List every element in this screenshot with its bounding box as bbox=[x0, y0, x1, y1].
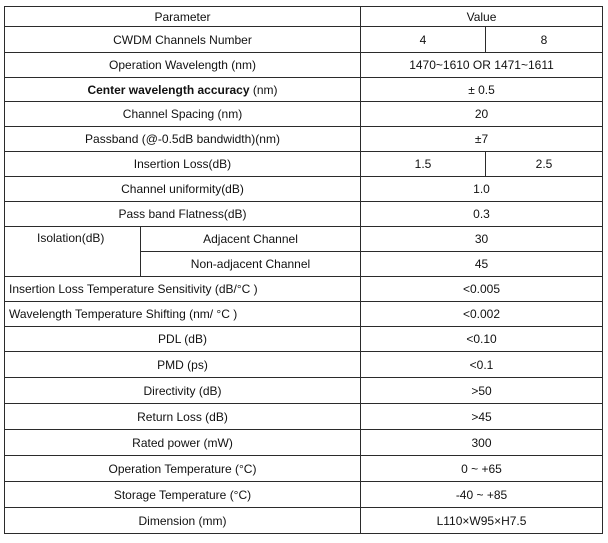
param-cell: Channel Spacing (nm) bbox=[5, 102, 361, 127]
param-cell: Operation Temperature (°C) bbox=[5, 456, 361, 482]
header-row bbox=[5, 7, 603, 27]
table-row bbox=[5, 227, 603, 252]
table-row bbox=[5, 456, 603, 482]
value-cell: <0.1 bbox=[361, 352, 603, 378]
param-cell: Dimension (mm) bbox=[5, 508, 361, 534]
spec-table bbox=[4, 6, 603, 534]
value-cell: 1.0 bbox=[361, 177, 603, 202]
table-row bbox=[5, 302, 603, 327]
param-cell bbox=[5, 78, 361, 102]
value-cell: ± 0.5 bbox=[361, 78, 603, 102]
param-cell: Insertion Loss(dB) bbox=[5, 152, 361, 177]
value-cell: 0.3 bbox=[361, 202, 603, 227]
value-cell-4ch: 1.5 bbox=[361, 152, 486, 177]
param-cell: Passband (@-0.5dB bandwidth)(nm) bbox=[5, 127, 361, 152]
param-cell: Directivity (dB) bbox=[5, 378, 361, 404]
table-row bbox=[5, 53, 603, 78]
param-cell: PDL (dB) bbox=[5, 327, 361, 352]
param-cell: Operation Wavelength (nm) bbox=[5, 53, 361, 78]
value-cell: 1470~1610 OR 1471~1611 bbox=[361, 53, 603, 78]
value-cell: L110×W95×H7.5 bbox=[361, 508, 603, 534]
value-cell: 300 bbox=[361, 430, 603, 456]
value-cell: 0 ~ +65 bbox=[361, 456, 603, 482]
table-row bbox=[5, 352, 603, 378]
header-parameter: Parameter bbox=[5, 7, 361, 27]
param-cell: Rated power (mW) bbox=[5, 430, 361, 456]
value-cell: <0.005 bbox=[361, 277, 603, 302]
isolation-group-cell: Isolation(dB) bbox=[5, 227, 141, 277]
param-sub-cell: Non-adjacent Channel bbox=[141, 252, 361, 277]
table-row bbox=[5, 277, 603, 302]
value-cell-4ch: 4 bbox=[361, 27, 486, 53]
param-cell: Insertion Loss Temperature Sensitivity (dB/°C ) bbox=[5, 277, 361, 302]
table-row bbox=[5, 202, 603, 227]
table-row bbox=[5, 127, 603, 152]
value-cell: 45 bbox=[361, 252, 603, 277]
table-row bbox=[5, 102, 603, 127]
value-cell: <0.10 bbox=[361, 327, 603, 352]
param-cell: Return Loss (dB) bbox=[5, 404, 361, 430]
table-row bbox=[5, 378, 603, 404]
param-cell: CWDM Channels Number bbox=[5, 27, 361, 53]
param-cell: Channel uniformity(dB) bbox=[5, 177, 361, 202]
value-cell: ±7 bbox=[361, 127, 603, 152]
param-cell: Pass band Flatness(dB) bbox=[5, 202, 361, 227]
table-row bbox=[5, 327, 603, 352]
value-cell: 30 bbox=[361, 227, 603, 252]
value-cell: 20 bbox=[361, 102, 603, 127]
header-value: Value bbox=[361, 7, 603, 27]
param-cell: Storage Temperature (°C) bbox=[5, 482, 361, 508]
value-cell-8ch: 8 bbox=[486, 27, 603, 53]
table-row bbox=[5, 404, 603, 430]
table-row bbox=[5, 430, 603, 456]
table-row bbox=[5, 152, 603, 177]
table-row bbox=[5, 78, 603, 102]
value-cell: >45 bbox=[361, 404, 603, 430]
table-row bbox=[5, 27, 603, 53]
table-row bbox=[5, 508, 603, 534]
table-row bbox=[5, 177, 603, 202]
value-cell: <0.002 bbox=[361, 302, 603, 327]
value-cell-8ch: 2.5 bbox=[486, 152, 603, 177]
value-cell: >50 bbox=[361, 378, 603, 404]
param-cell: Wavelength Temperature Shifting (nm/ °C ) bbox=[5, 302, 361, 327]
value-cell: -40 ~ +85 bbox=[361, 482, 603, 508]
table-row bbox=[5, 482, 603, 508]
param-bold-text: Center wavelength accuracy bbox=[87, 82, 250, 97]
param-cell: PMD (ps) bbox=[5, 352, 361, 378]
param-sub-cell: Adjacent Channel bbox=[141, 227, 361, 252]
param-unit-text: (nm) bbox=[249, 82, 278, 97]
